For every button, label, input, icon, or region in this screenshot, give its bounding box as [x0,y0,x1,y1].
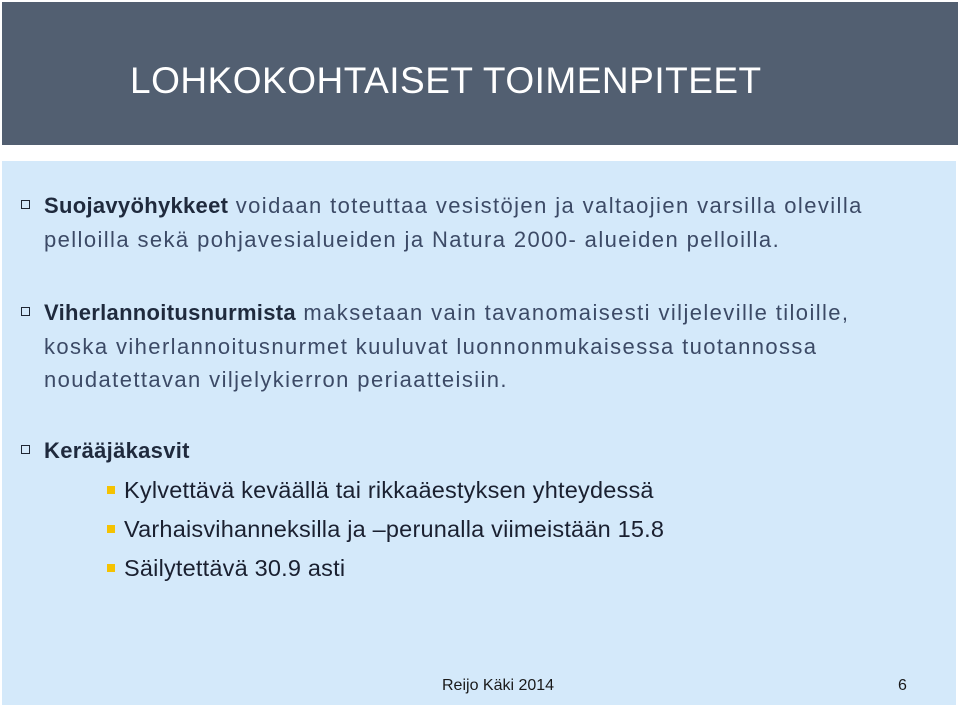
bullet-text: voidaan toteuttaa vesistöjen ja valtaojien varsilla olevilla pelloilla sekä pohjavesialueiden ja Natura 2000- alueiden pelloilla. [44,193,863,252]
yellow-square-bullet-icon [107,486,115,494]
page-number: 6 [898,677,907,694]
footer-author: Reijo Käki 2014 [442,677,555,694]
bullet-text: maksetaan vain tavanomaisesti viljeleville tiloille, koska viherlannoitusnurmet kuuluvat luonnonmukaisessa tuotannossa noudatettavan viljelykierron periaatteisiin. [44,300,850,392]
bullet-item [44,434,444,468]
bullet-lead: Kerääjäkasvit [44,438,190,463]
sub-bullet-text: Säilytettävä 30.9 asti [124,555,346,581]
sub-bullet-item [124,514,664,544]
yellow-square-bullet-icon [107,525,115,533]
bullet-item [44,296,914,397]
sub-bullet-text: Varhaisvihanneksilla ja –perunalla viimeistään 15.8 [124,516,665,542]
bullet-lead: Viherlannoitusnurmista [44,300,296,325]
yellow-square-bullet-icon [107,564,115,572]
bullet-lead: Suojavyöhykkeet [44,193,229,218]
hollow-square-bullet-icon [21,307,30,316]
hollow-square-bullet-icon [21,445,30,454]
sub-bullet-text: Kylvettävä keväällä tai rikkaäestyksen yhteydessä [124,477,654,503]
slide-title: LOHKOKOHTAISET TOIMENPITEET [130,60,762,101]
bullet-item [44,189,874,256]
title-bar [2,2,958,145]
sub-bullet-item [124,553,345,583]
hollow-square-bullet-icon [21,200,30,209]
sub-bullet-item [124,475,654,505]
